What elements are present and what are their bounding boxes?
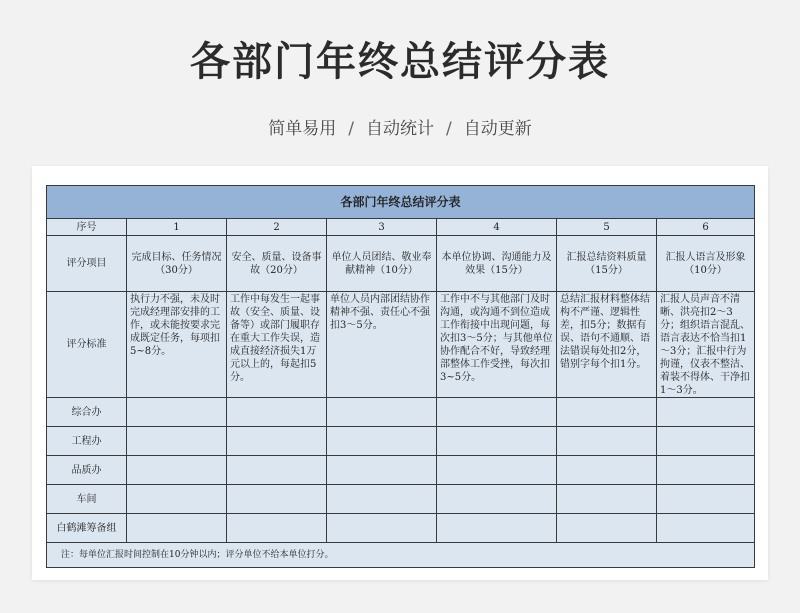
seq-cell[interactable]: 5 [557,219,657,236]
subtitle-separator: / [348,119,354,139]
score-cell[interactable] [557,485,657,514]
subtitle-tag-auto-stats: 自动统计 [366,119,434,139]
score-cell[interactable] [227,485,327,514]
score-cell[interactable] [327,427,437,456]
score-cell[interactable] [437,427,557,456]
item-cell[interactable]: 单位人员团结、敬业奉献精神（10分） [327,236,437,292]
page-title: 各部门年终总结评分表 [190,39,610,85]
score-cell[interactable] [327,514,437,543]
seq-cell[interactable]: 6 [657,219,755,236]
score-cell[interactable] [657,485,755,514]
item-row [47,236,755,292]
seq-label-cell: 序号 [47,219,127,236]
score-cell[interactable] [227,514,327,543]
department-label-cell: 品质办 [47,456,127,485]
standard-cell[interactable]: 执行力不强，未及时完成经理部安排的工作，或未能按要求完成既定任务，每项扣5~8分。 [127,292,227,398]
item-cell[interactable]: 汇报总结资料质量（15分） [557,236,657,292]
score-cell[interactable] [127,456,227,485]
subtitle-tag-easy: 简单易用 [268,119,337,139]
spreadsheet-sheet [32,166,768,580]
score-cell[interactable] [127,427,227,456]
item-label-cell: 评分项目 [47,236,127,292]
note-row [47,543,755,568]
score-cell[interactable] [557,514,657,543]
item-cell[interactable]: 汇报人语言及形象（10分） [657,236,755,292]
department-label-cell: 综合办 [47,398,127,427]
score-cell[interactable] [127,398,227,427]
table-title: 各部门年终总结评分表 [47,186,755,219]
score-cell[interactable] [437,485,557,514]
score-table [46,185,755,568]
score-cell[interactable] [657,427,755,456]
score-cell[interactable] [227,427,327,456]
seq-cell[interactable]: 3 [327,219,437,236]
subtitle-separator: / [446,119,452,139]
item-cell[interactable]: 安全、质量、设备事故（20分） [227,236,327,292]
standard-cell[interactable]: 汇报人员声音不清晰、洪亮扣2～3分；组织语言混乱、语言表达不恰当扣1～3分；汇报中行为拘谨，仪表不整洁、着装不得体、干净扣1～3分。 [657,292,755,398]
score-table-wrapper [46,185,754,563]
score-cell[interactable] [437,398,557,427]
score-cell[interactable] [327,456,437,485]
standard-label-cell: 评分标准 [47,292,127,398]
score-cell[interactable] [327,398,437,427]
item-cell[interactable]: 完成目标、任务情况（30分） [127,236,227,292]
item-cell[interactable]: 本单位协调、沟通能力及效果（15分） [437,236,557,292]
seq-cell[interactable]: 1 [127,219,227,236]
department-row [47,514,755,543]
score-cell[interactable] [327,485,437,514]
standard-cell[interactable]: 单位人员内部团结协作精神不强、责任心不强扣3～5分。 [327,292,437,398]
score-cell[interactable] [227,456,327,485]
score-cell[interactable] [557,456,657,485]
seq-cell[interactable]: 4 [437,219,557,236]
score-cell[interactable] [657,514,755,543]
score-cell[interactable] [657,456,755,485]
score-cell[interactable] [557,427,657,456]
score-cell[interactable] [657,398,755,427]
table-note: 注：每单位汇报时间控制在10分钟以内；评分单位不给本单位打分。 [47,543,755,568]
department-label-cell: 工程办 [47,427,127,456]
standard-cell[interactable]: 工作中不与其他部门及时沟通，或沟通不到位造成工作衔接中出现问题，每次扣3～5分；与其他单位协作配合不好，导致经理部整体工作受挫，每次扣3~5分。 [437,292,557,398]
score-cell[interactable] [557,398,657,427]
department-label-cell: 车间 [47,485,127,514]
standard-row [47,292,755,398]
standard-cell[interactable]: 工作中每发生一起事故（安全、质量、设备等）或部门履职存在重大工作失误，造成直接经济损失1万元以上的，每起扣5分。 [227,292,327,398]
score-cell[interactable] [227,398,327,427]
department-row [47,456,755,485]
seq-row [47,219,755,236]
score-cell[interactable] [127,514,227,543]
score-cell[interactable] [437,456,557,485]
table-title-row [47,186,755,219]
department-row [47,398,755,427]
page-subtitle [0,114,800,139]
department-label-cell: 白鹤滩筹备组 [47,514,127,543]
standard-cell[interactable]: 总结汇报材料整体结构不严谨、逻辑性差，扣5分；数据有误、语句不通顺、语法错误每处扣2分，错别字每个扣1分。 [557,292,657,398]
score-cell[interactable] [437,514,557,543]
subtitle-tag-auto-update: 自动更新 [463,119,532,139]
seq-cell[interactable]: 2 [227,219,327,236]
score-cell[interactable] [127,485,227,514]
department-row [47,485,755,514]
department-row [47,427,755,456]
